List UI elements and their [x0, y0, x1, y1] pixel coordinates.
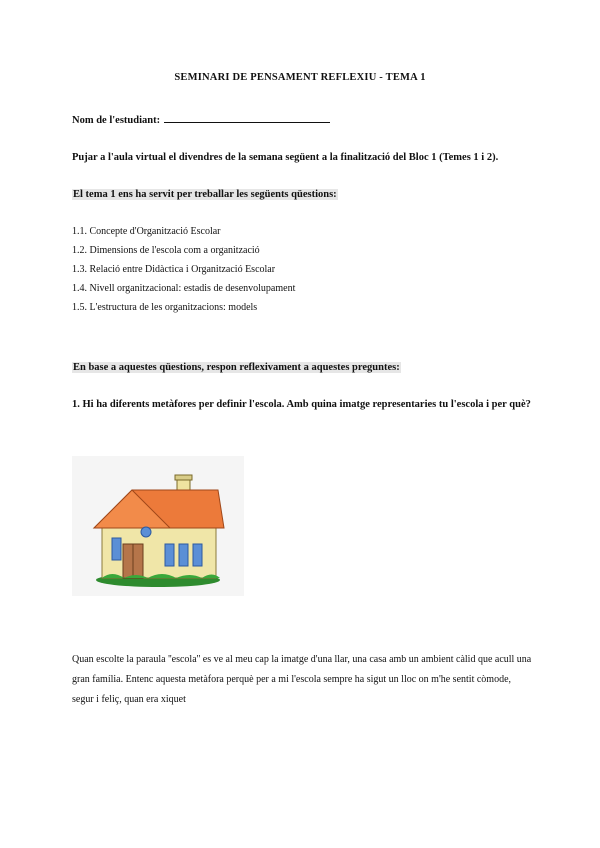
answer-1: Quan escolte la paraula ''escola'' es ve al meu cap la imatge d'una llar, una casa amb un ambient càlid que acull una gran família. Entenc aquesta metàfora perquè per a mi l'escola sempre ha sigut un lloc on m'he sentit còmode, segur i feliç, quan era xiquet — [72, 654, 532, 705]
student-name-label: Nom de l'estudiant: — [72, 115, 161, 126]
question-1: 1. Hi ha diferents metàfores per definir l'escola. Amb quina imatge representaries tu l'escola i per què? — [72, 399, 531, 410]
deadline-instruction: Pujar a l'aula virtual el divendres de la semana següent a la finalització del Bloc 1 (Temes 1 i 2). — [72, 152, 499, 163]
topics-heading-text: El tema 1 ens ha servit per treballar les següents qüestions: — [73, 189, 337, 200]
house-icon — [72, 456, 244, 596]
house-illustration — [72, 456, 244, 596]
topic-item: 1.3. Relació entre Didàctica i Organització Escolar — [72, 264, 276, 275]
topic-item: 1.5. L'estructura de les organitzacions: models — [72, 302, 258, 313]
window — [165, 544, 174, 566]
student-name-blank — [164, 113, 330, 123]
document-title: SEMINARI DE PENSAMENT REFLEXIU - TEMA 1 — [174, 72, 426, 83]
topic-item: 1.2. Dimensions de l'escola com a organització — [72, 245, 260, 256]
window — [179, 544, 188, 566]
topics-heading — [72, 189, 338, 200]
round-window — [141, 527, 151, 537]
window — [112, 538, 121, 560]
student-name-line — [72, 113, 330, 126]
topic-item: 1.4. Nivell organitzacional: estadis de desenvolupament — [72, 283, 296, 294]
reflect-heading-text: En base a aquestes qüestions, respon reflexivament a aquestes preguntes: — [73, 362, 400, 373]
topic-item: 1.1. Concepte d'Organització Escolar — [72, 226, 221, 237]
window — [193, 544, 202, 566]
reflect-heading — [72, 362, 401, 373]
